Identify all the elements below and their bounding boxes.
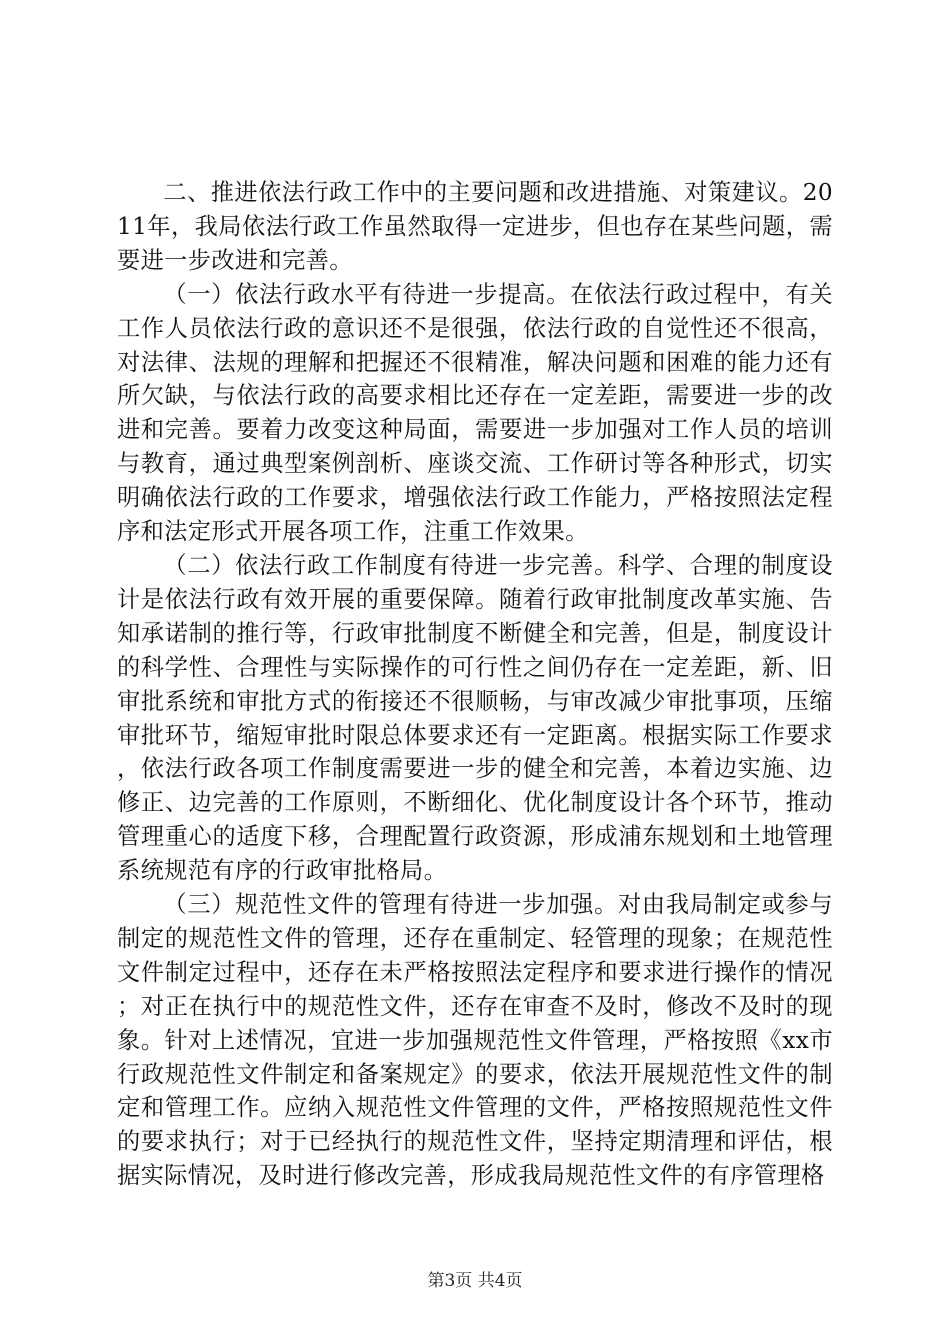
paragraph-section-three: （三）规范性文件的管理有待进一步加强。对由我局制定或参与制定的规范性文件的管理，还存在重制定、轻管理的现象；在规范性文件制定过程中，还存在未严格按照法定程序和要求进行操作的情况；对正在执行中的规范性文件，还存在审查不及时，修改不及时的现象。针对上述情况，宜进一步加强规范性文件管理，严格按照《xx市行政规范性文件制定和备案规定》的要求，依法开展规范性文件的制定和管理工作。应纳入规范性文件管理的文件，严格按照规范性文件的要求执行；对于已经执行的规范性文件，坚持定期清理和评估，根据实际情况，及时进行修改完善，形成我局规范性文件的有序管理格 — [117, 891, 833, 1190]
document-body — [117, 176, 833, 1193]
paragraph-problems-intro: 二、推进依法行政工作中的主要问题和改进措施、对策建议。2011年，我局依法行政工作虽然取得一定进步，但也存在某些问题，需要进一步改进和完善。 — [117, 179, 833, 274]
paragraph-section-one: （一）依法行政水平有待进一步提高。在依法行政过程中，有关工作人员依法行政的意识还不是很强，依法行政的自觉性还不很高，对法律、法规的理解和把握还不很精准，解决问题和困难的能力还有所欠缺，与依法行政的高要求相比还存在一定差距，需要进一步的改进和完善。要着力改变这种局面，需要进一步加强对工作人员的培训与教育，通过典型案例剖析、座谈交流、工作研讨等各种形式，切实明确依法行政的工作要求，增强依法行政工作能力，严格按照法定程序和法定形式开展各项工作，注重工作效果。 — [117, 280, 833, 546]
page-number-footer: 第3页 共4页 — [427, 1271, 523, 1291]
paragraph-section-two: （二）依法行政工作制度有待进一步完善。科学、合理的制度设计是依法行政有效开展的重要保障。随着行政审批制度改革实施、告知承诺制的推行等，行政审批制度不断健全和完善，但是，制度设计的科学性、合理性与实际操作的可行性之间仍存在一定差距，新、旧审批系统和审批方式的衔接还不很顺畅，与审改减少审批事项，压缩审批环节，缩短审批时限总体要求还有一定距离。根据实际工作要求，依法行政各项工作制度需要进一步的健全和完善，本着边实施、边修正、边完善的工作原则，不断细化、优化制度设计各个环节，推动管理重心的适度下移，合理配置行政资源，形成浦东规划和土地管理系统规范有序的行政审批格局。 — [117, 551, 833, 885]
